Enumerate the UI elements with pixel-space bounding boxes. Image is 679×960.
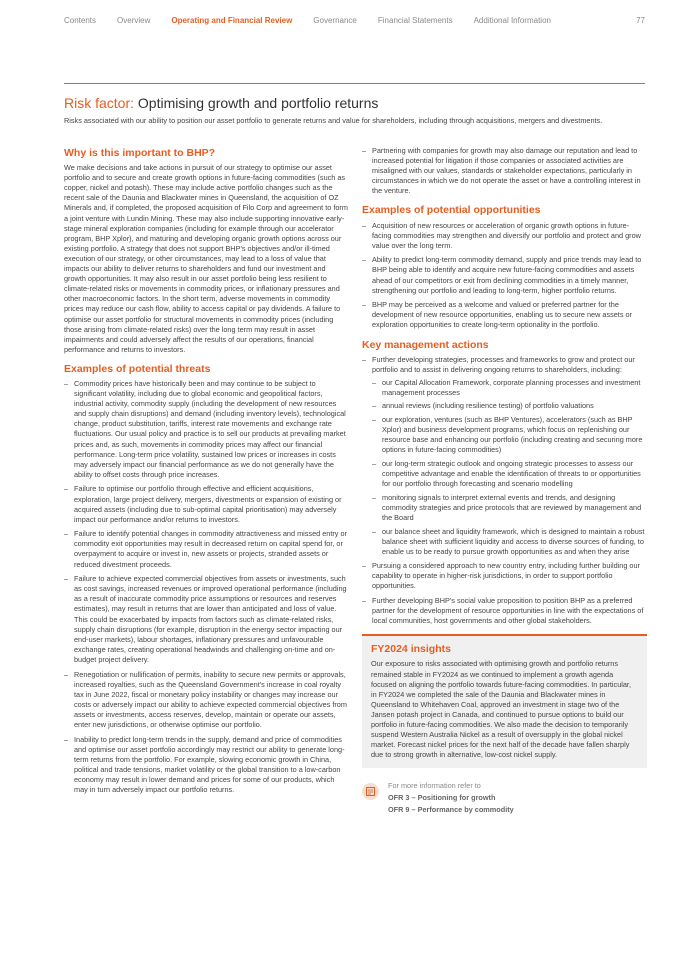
nav-contents[interactable]: Contents xyxy=(64,16,97,25)
more-info-text xyxy=(388,780,514,816)
why-body: We make decisions and take actions in pursuit of our strategy to optimise our asset portfolio and to secure and create growth options in future-facing commodities (such as copper, nickel and potash). These may include active portfolio changes such as the recent sale of the Daunia and Blackwater mines in Queensland, the acquisition of OZ Minerals and, if completed, the proposed acquisition of Filo Corp and agreement to form a joint venture with Lundin Mining. These may also include supporting innovative early-stage mineral exploration companies (including for example through our accelerator program, BHP Xplor), and maturing and developing organic growth options across our existing portfolio. A strategy that does not support BHP's objectives and/or ill-timed execution of our strategy, or other circumstances, may lead to a loss of value that impacts our ability to deliver returns to shareholders and fund our investment and growth opportunities. It may also result in our asset portfolio being less resilient to climate-related risks or movements in commodity prices, or inflationary pressures and other macroeconomic factors. In the short term, adverse movements in commodity prices may reduce our cash flow, ability to access capital or pay dividends. A failure to optimise our asset portfolio for structural movements in commodity prices (including those arising from climate-related risks) over the long term may result in asset impairments and could adversely affect the results of our operations, financial performance and returns to investors. xyxy=(64,163,348,354)
top-navigation xyxy=(64,16,645,25)
actions-sub-list xyxy=(372,378,647,557)
insights-box xyxy=(362,634,647,768)
list-item: – Pursuing a considered approach to new country entry, including further building our capability to operate in higher-risk jurisdictions, in order to support portfolio opportunities. xyxy=(362,561,647,591)
list-item: – Commodity prices have historically been and may continue to be subject to significant volatility, including due to global economic and geopolitical factors, industrial activity, commodity supply (including the development of new resources and supply chain disruptions) and demand (including inventory levels), technological change, product substitution, tariffs, interest rate movements and exchange rate fluctuations. Our usual policy and practice is to sell our products at prevailing market prices and, as such, movements in commodity prices may affect our financial performance. Long-term price volatility, sustained low prices or increases in costs may adversely impact our financial performance as we do not generally have the ability to offset costs through price increases. xyxy=(64,379,349,480)
list-item: – Failure to achieve expected commercial objectives from assets or investments, such as cost savings, increased revenues or improved operational performance (including as a result of inaccurate commodity price assumptions or resources and reserves estimates), may result in returns that are lower than anticipated and loss of value. This could be exacerbated by impacts from factors such as climate-related risks, supply chain disruptions (for example, disruption in the energy sector impacting our end-user markets), labour shortages, inflationary pressures and unfavourable exchange rates, creating operational headwinds and challenging on-time and on-budget project delivery. xyxy=(64,574,349,665)
nav-operating-financial-review[interactable]: Operating and Financial Review xyxy=(171,16,293,25)
right-column xyxy=(362,146,647,816)
list-item: – Acquisition of new resources or acceleration of organic growth options in future-facing commodities may strengthen and diversify our portfolio and protect and grow value over the long term. xyxy=(362,221,647,251)
list-item: – our long-term strategic outlook and ongoing strategic processes to assess our competitive advantage and enable the identification of threats to or opportunities for our portfolio through forecasting and scenario modelling xyxy=(372,459,647,489)
title-prefix: Risk factor: xyxy=(64,95,135,111)
list-item: – our balance sheet and liquidity framework, which is designed to maintain a robust balance sheet with sufficient liquidity and access to diverse sources of funding, to enable us to be ready to pursue growth opportunities as and when they arise xyxy=(372,527,647,557)
page-title xyxy=(64,95,645,111)
actions-lead: Further developing strategies, processes and frameworks to grow and protect our portfolio and to assist in delivering ongoing returns to shareholders, including: xyxy=(372,354,635,374)
list-item: – Further developing BHP's social value proposition to position BHP as a preferred partner for the development of resource opportunities in line with the expectations of local communities, host governments and other global stakeholders. xyxy=(362,596,647,626)
list-item: – Ability to predict long-term commodity demand, supply and price trends may lead to BHP being able to identify and acquire new future-facing commodities and assets ahead of our competitors or exit from declining commodities in a timely manner, strengthening our portfolio and leading to long-term, higher portfolio returns. xyxy=(362,255,647,295)
nav-additional-information[interactable]: Additional Information xyxy=(473,16,551,25)
nav-overview[interactable]: Overview xyxy=(117,16,151,25)
title-main: Optimising growth and portfolio returns xyxy=(137,95,379,111)
nav-governance[interactable]: Governance xyxy=(313,16,357,25)
more-info xyxy=(362,780,647,816)
insights-body: Our exposure to risks associated with optimising growth and portfolio returns remained stable in FY2024 as we continued to implement a growth agenda focused on aligning the portfolio towards future-facing commodities. In particular, in FY2024 we completed the sale of the Daunia and Blackwater mines in Queensland to Whitehaven Coal, approved an investment in stage two of the Jansen potash project in Canada, and continued to pursue options to build our portfolio in future-facing commodities. We also made the decision to temporarily suspend Western Australia Nickel as a result of oversupply in the global nickel market. Forecast nickel prices for the next half of the decade have fallen sharply due to strong growth in alternative, low-cost nickel supply. xyxy=(371,659,631,760)
list-item xyxy=(362,355,647,557)
ref-link-ofr3[interactable]: OFR 3 – Positioning for growth xyxy=(388,793,496,803)
ref-link-ofr9[interactable]: OFR 9 – Performance by commodity xyxy=(388,805,514,815)
list-item: – our Capital Allocation Framework, corporate planning processes and investment management processes xyxy=(372,378,647,398)
more-info-label: For more information refer to xyxy=(388,781,481,791)
actions-heading: Key management actions xyxy=(362,338,489,351)
page-number: 77 xyxy=(636,16,645,25)
list-item: – monitoring signals to interpret external events and trends, and designing commodity strategies and price protocols that are reviewed by management and the Board xyxy=(372,493,647,523)
threats-continued-list xyxy=(362,146,647,196)
intro-text: Risks associated with our ability to position our asset portfolio to generate returns and value for shareholders, including through acquisitions, mergers and divestments. xyxy=(64,116,603,125)
document-icon xyxy=(362,783,379,800)
threats-heading: Examples of potential threats xyxy=(64,362,211,375)
header-divider xyxy=(64,83,645,84)
list-item: – annual reviews (including resilience testing) of portfolio valuations xyxy=(372,401,647,411)
list-item: – Inability to predict long-term trends in the supply, demand and price of commodities and optimise our asset portfolio accordingly may restrict our ability to generate long-term returns from the portfolio. For example, slowing economic growth in China, political and trade tensions, market volatility or the global transition to a low-carbon economy may result in lower demand and prices for some of our products, which may in turn adversely impact our portfolio returns. xyxy=(64,735,349,796)
actions-list xyxy=(362,355,647,627)
opportunities-heading: Examples of potential opportunities xyxy=(362,204,541,217)
why-heading: Why is this important to BHP? xyxy=(64,147,216,159)
insights-heading: FY2024 insights xyxy=(371,643,451,656)
nav-financial-statements[interactable]: Financial Statements xyxy=(377,16,453,25)
list-item: – our exploration, ventures (such as BHP Ventures), accelerators (such as BHP Xplor) and business development programs, which focus on replenishing our resource base and enhancing our portfolio (including creating and securing more options in future-facing commodities) xyxy=(372,415,647,455)
left-column xyxy=(64,148,349,800)
opportunities-list xyxy=(362,221,647,331)
list-item: – BHP may be perceived as a welcome and valued or preferred partner for the development of new resource opportunities, enabling us to secure new assets or exploration opportunities to create long-term optionality in the portfolio. xyxy=(362,300,647,330)
threats-list xyxy=(64,379,349,795)
list-item: – Failure to optimise our portfolio through effective and efficient acquisitions, exploration, large project delivery, mergers, divestments or expansion of existing or acquired assets (including due to sub-optimal capital prioritisation) may adversely impact our performance and/or returns to investors. xyxy=(64,484,349,524)
list-item: – Failure to identify potential changes in commodity attractiveness and missed entry or commodity exit opportunities may result in decreased return on capital spend for, or overpayment to acquire or invest in, new assets or projects, stranded assets or reduced divestment proceeds. xyxy=(64,529,349,569)
list-item: – Partnering with companies for growth may also damage our reputation and lead to increased potential for litigation if those companies or associated activities are misaligned with our values, standards or stakeholder expectations, particularly in circumstances in which we do not operate the asset or have a controlling interest in the venture. xyxy=(362,146,647,196)
list-item: – Renegotiation or nullification of permits, inability to secure new permits or approvals, increased royalties, such as the Queensland Government's increase in coal royalty tax in June 2022, fiscal or monetary policy instability or changes may increase our costs or adversely impact our ability to achieve expected commercial objectives from assets or investments, access reserves, develop, maintain or operate our assets, enter new jurisdictions, or otherwise optimise our portfolio. xyxy=(64,670,349,731)
